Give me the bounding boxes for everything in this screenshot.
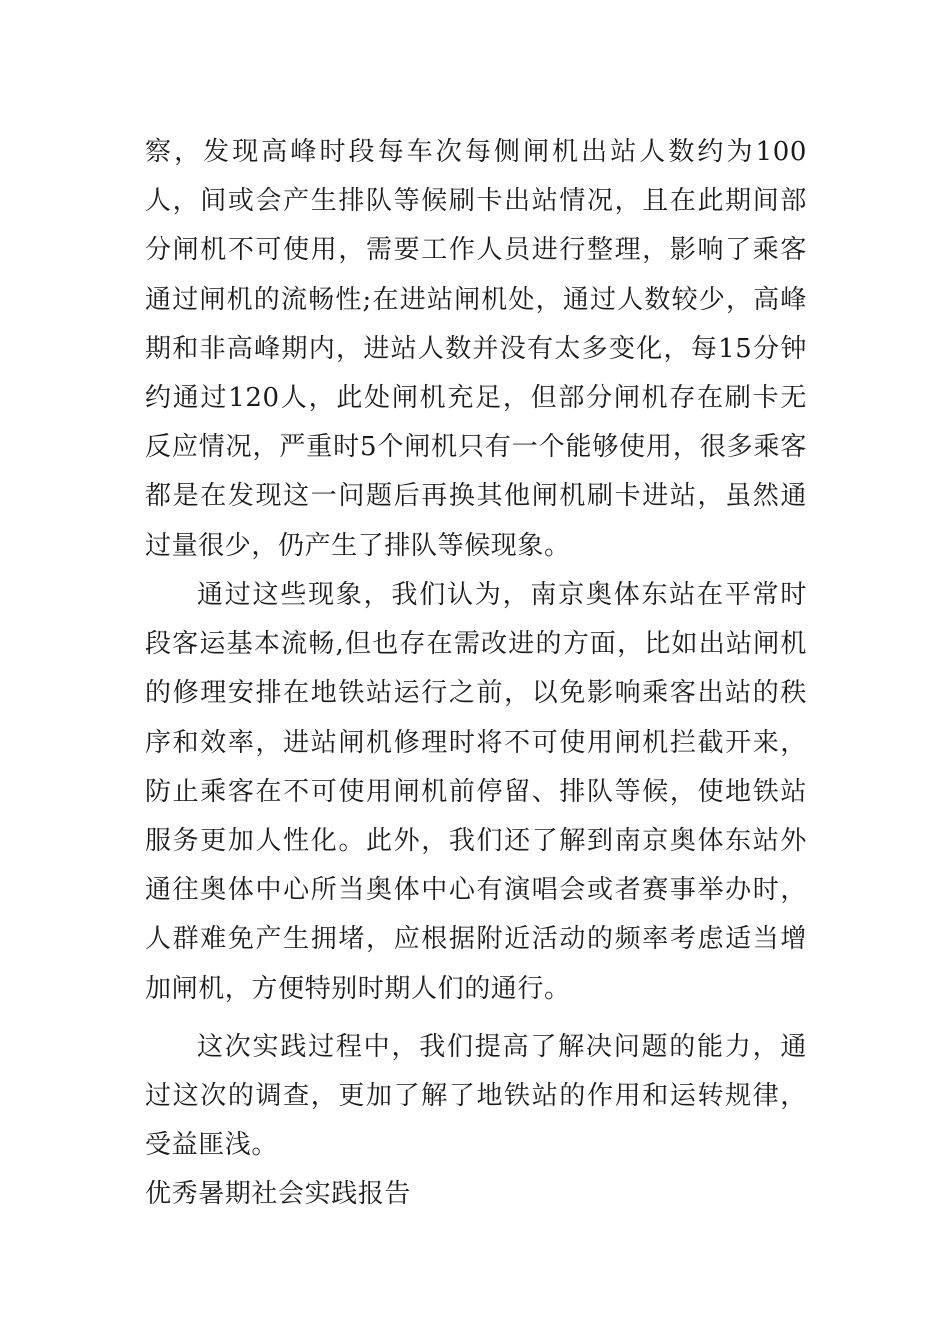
paragraph-2: 通过这些现象，我们认为，南京奥体东站在平常时段客运基本流畅,但也存在需改进的方面，比如出站闸机的修理安排在地铁站运行之前，以免影响乘客出站的秩序和效率，进站闸机修理时将不可使用闸机拦截开来，防止乘客在不可使用闸机前停留、排队等候，使地铁站服务更加人性化。此外，我们还了解到南京奥体东站外通往奥体中心所当奥体中心有演唱会或者赛事举办时，人群难免产生拥堵，应根据附近活动的频率考虑适当增加闸机，方便特别时期人们的通行。 xyxy=(145,580,807,1004)
paragraph-1: 察，发现高峰时段每车次每侧闸机出站人数约为100人，间或会产生排队等候刷卡出站情况，且在此期间部分闸机不可使用，需要工作人员进行整理，影响了乘客通过闸机的流畅性;在进站闸机处，通过人数较少，高峰期和非高峰期内，进站人数并没有太多变化，每15分钟约通过120人，此处闸机充足，但部分闸机存在刷卡无反应情况，严重时5个闸机只有一个能够使用，很多乘客都是在发现这一问题后再换其他闸机刷卡进站，虽然通过量很少，仍产生了排队等候现象。 xyxy=(145,137,807,561)
next-section-title: 优秀暑期社会实践报告 xyxy=(145,1179,412,1209)
paragraph-3: 这次实践过程中，我们提高了解决问题的能力，通过这次的调查，更加了解了地铁站的作用和运转规律，受益匪浅。 xyxy=(145,1032,807,1161)
